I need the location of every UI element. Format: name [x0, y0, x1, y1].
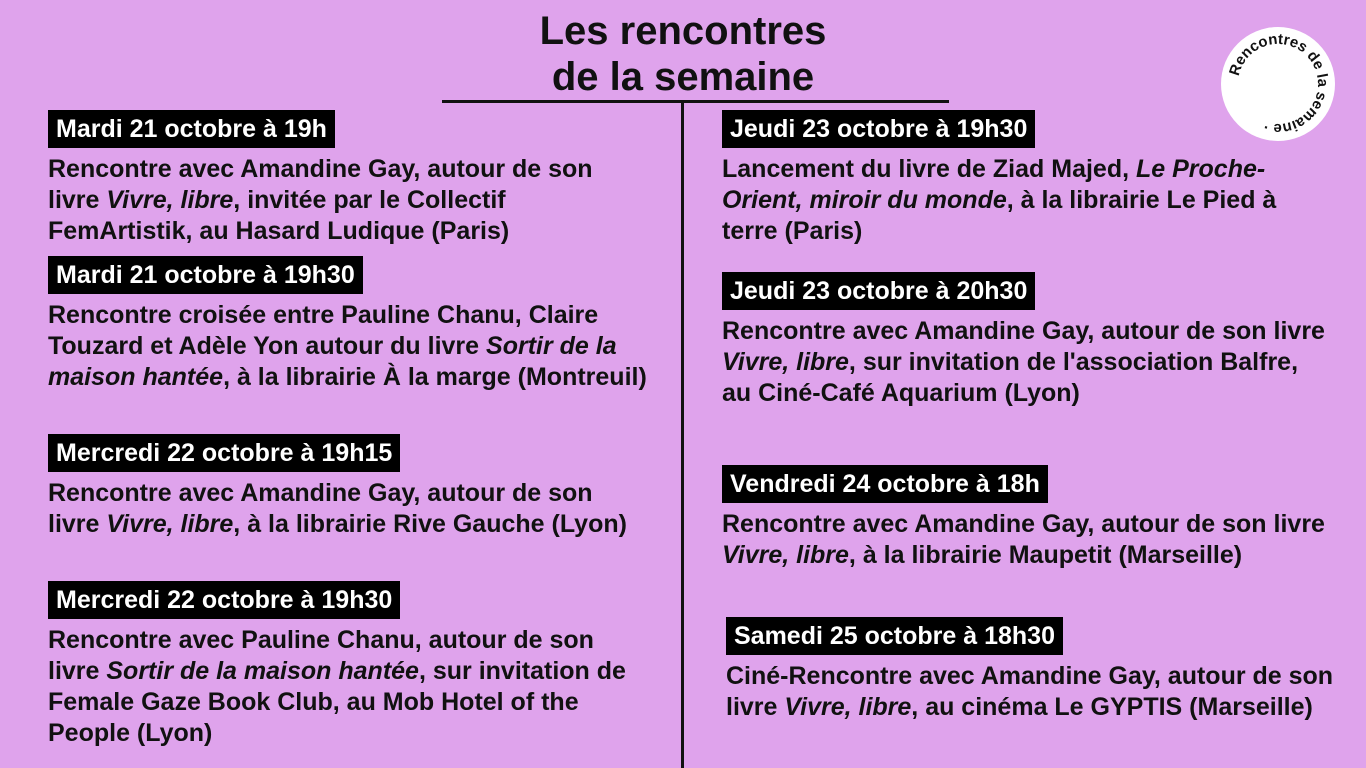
badge-text: Rencontres de la semaine ·: [1226, 30, 1332, 138]
event-5: [722, 110, 1332, 247]
event-date: Vendredi 24 octobre à 18h: [722, 465, 1048, 503]
event-8: [726, 617, 1336, 723]
event-date: Samedi 25 octobre à 18h30: [726, 617, 1063, 655]
event-date: Jeudi 23 octobre à 20h30: [722, 272, 1035, 310]
event-date: Mardi 21 octobre à 19h: [48, 110, 335, 148]
event-6: [722, 272, 1332, 409]
event-description: Ciné-Rencontre avec Amandine Gay, autour de son livre Vivre, libre, au cinéma Le GYPTIS (Marseille): [726, 662, 1334, 721]
page-title-line-1: Les rencontres: [539, 9, 827, 53]
event-3: [48, 434, 648, 540]
event-description: Rencontre avec Amandine Gay, autour de son livre Vivre, libre, sur invitation de l'association Balfre, au Ciné-Café Aquarium (Lyon): [722, 317, 1325, 407]
event-date: Mercredi 22 octobre à 19h15: [48, 434, 400, 472]
event-description: Rencontre avec Amandine Gay, autour de son livre Vivre, libre, à la librairie Maupetit (Marseille): [722, 510, 1325, 569]
event-description: Rencontre croisée entre Pauline Chanu, Claire Touzard et Adèle Yon autour du livre Sortir de la maison hantée, à la librairie À la marge (Montreuil): [48, 301, 647, 391]
event-7: [722, 465, 1332, 571]
page-title: [0, 8, 1366, 100]
event-description: Rencontre avec Amandine Gay, autour de son livre Vivre, libre, à la librairie Rive Gauche (Lyon): [48, 479, 627, 538]
column-divider: [681, 100, 684, 768]
event-1: [48, 110, 648, 247]
event-4: [48, 581, 648, 749]
title-underline: [442, 100, 949, 103]
event-2: [48, 256, 648, 393]
event-date: Mardi 21 octobre à 19h30: [48, 256, 363, 294]
page-title-line-2: de la semaine: [551, 55, 815, 99]
event-description: Lancement du livre de Ziad Majed, Le Proche-Orient, miroir du monde, à la librairie Le Pied à terre (Paris): [722, 155, 1277, 245]
event-description: Rencontre avec Pauline Chanu, autour de son livre Sortir de la maison hantée, sur invitation de Female Gaze Book Club, au Mob Hotel of the People (Lyon): [48, 626, 626, 747]
event-date: Jeudi 23 octobre à 19h30: [722, 110, 1035, 148]
event-date: Mercredi 22 octobre à 19h30: [48, 581, 400, 619]
event-description: Rencontre avec Amandine Gay, autour de son livre Vivre, libre, invitée par le Collectif FemArtistik, au Hasard Ludique (Paris): [48, 155, 593, 245]
